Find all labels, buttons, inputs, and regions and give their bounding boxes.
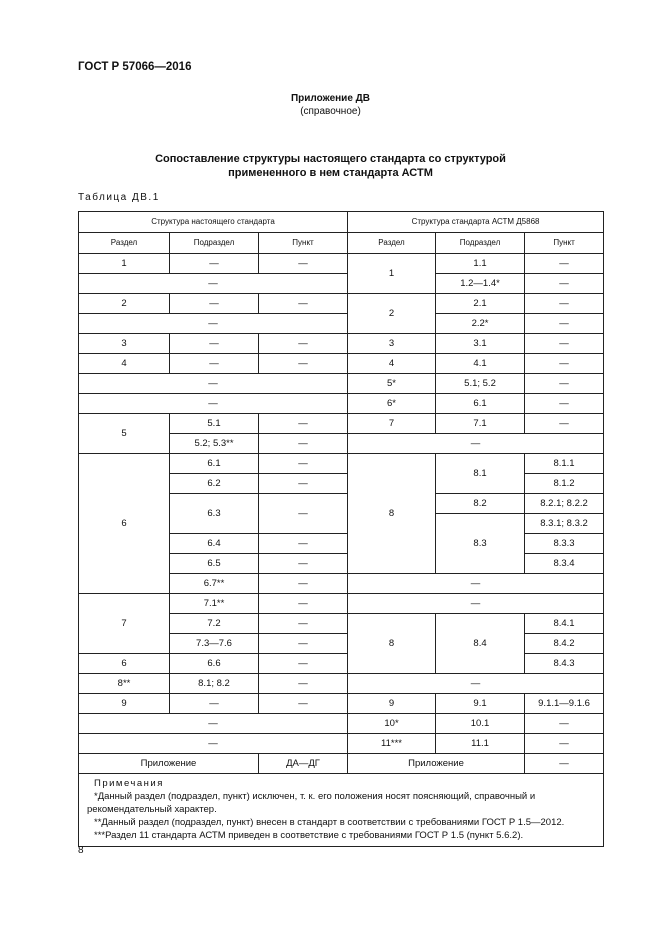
table-cell: — (525, 374, 604, 394)
table-cell: 5.1 (170, 414, 259, 434)
table-cell: 6.1 (436, 394, 525, 414)
table-cell: — (79, 394, 348, 414)
table-cell: 8.4.2 (525, 634, 604, 654)
title-line-2: примененного в нем стандарта АСТМ (228, 167, 433, 179)
col-header-section: Раздел (348, 233, 436, 254)
table-cell: 8.1.2 (525, 474, 604, 494)
table-cell: 5* (348, 374, 436, 394)
table-cell: — (259, 254, 348, 274)
table-row (79, 654, 604, 674)
table-cell: 7 (348, 414, 436, 434)
table-cell: 9.1.1—9.1.6 (525, 694, 604, 714)
table-cell: 1.1 (436, 254, 525, 274)
table-cell: — (259, 534, 348, 554)
table-row (79, 354, 604, 374)
table-cell: 11.1 (436, 734, 525, 754)
table-cell: 8.2.1; 8.2.2 (525, 494, 604, 514)
table-row (79, 274, 604, 294)
table-cell: ДА—ДГ (259, 754, 348, 774)
table-cell: 6.4 (170, 534, 259, 554)
table-cell: — (259, 414, 348, 434)
table-cell: — (170, 294, 259, 314)
table-cell: 8.1; 8.2 (170, 674, 259, 694)
col-header-subsection: Подраздел (170, 233, 259, 254)
table-cell: — (79, 374, 348, 394)
group-header-left: Структура настоящего стандарта (79, 212, 348, 233)
table-row (79, 294, 604, 314)
note-1: *Данный раздел (подраздел, пункт) исключен, т. к. его положения носят поясняющий, справочный и рекомендательный характер. (87, 791, 536, 815)
table-cell: — (79, 734, 348, 754)
table-cell: 8.3 (436, 514, 525, 574)
annex-title: Приложение ДВ (290, 93, 371, 104)
annex-subtitle: (справочное) (300, 106, 361, 117)
table-cell: 8 (348, 614, 436, 674)
table-cell: 6* (348, 394, 436, 414)
table-cell: 7.1** (170, 594, 259, 614)
col-header-section: Раздел (79, 233, 170, 254)
table-cell: — (259, 354, 348, 374)
table-notes-row (79, 774, 604, 847)
table-cell: — (259, 294, 348, 314)
document-header: ГОСТ Р 57066—2016 (78, 61, 192, 73)
note-3: ***Раздел 11 стандарта АСТМ приведен в соответствие с требованиями ГОСТ Р 1.5 (пункт 5.6.2). (94, 830, 524, 841)
table-column-header (79, 233, 604, 254)
table-cell: 7.1 (436, 414, 525, 434)
table-cell: — (348, 674, 604, 694)
table-cell: 5.2; 5.3** (170, 434, 259, 454)
table-cell: 6.6 (170, 654, 259, 674)
table-cell: 4 (348, 354, 436, 374)
table-cell: — (259, 634, 348, 654)
table-cell: — (259, 674, 348, 694)
table-cell: — (259, 574, 348, 594)
table-cell: 9 (348, 694, 436, 714)
table-cell: — (79, 314, 348, 334)
table-cell: — (525, 354, 604, 374)
table-row (79, 394, 604, 414)
table-cell: — (525, 254, 604, 274)
table-cell: 2.2* (436, 314, 525, 334)
table-cell: — (525, 754, 604, 774)
table-cell: 6 (79, 454, 170, 594)
table-cell: — (525, 414, 604, 434)
table-cell: — (170, 354, 259, 374)
table-cell: Приложение (79, 754, 259, 774)
table-cell: 6.3 (170, 494, 259, 534)
table-cell: 8.3.3 (525, 534, 604, 554)
title-line-1: Сопоставление структуры настоящего стандарта со структурой (155, 153, 506, 165)
table-cell: — (525, 394, 604, 414)
table-cell: — (348, 434, 604, 454)
table-cell: 5.1; 5.2 (436, 374, 525, 394)
comparison-table (78, 211, 604, 847)
table-row (79, 414, 604, 434)
table-cell: — (259, 454, 348, 474)
table-cell: 6 (79, 654, 170, 674)
table-cell: — (525, 274, 604, 294)
note-2: **Данный раздел (подраздел, пункт) внесен в стандарт в соответствии с требованиями ГОСТ Р 1.5—2012. (94, 817, 565, 828)
table-cell: — (79, 274, 348, 294)
table-cell: 7.2 (170, 614, 259, 634)
table-cell: 8.4 (436, 614, 525, 674)
table-cell: 8.3.4 (525, 554, 604, 574)
table-cell: — (259, 654, 348, 674)
table-cell: 3 (348, 334, 436, 354)
table-cell: — (259, 434, 348, 454)
table-row (79, 594, 604, 614)
table-cell: 8.4.1 (525, 614, 604, 634)
table-cell: 5 (79, 414, 170, 454)
table-row (79, 254, 604, 274)
table-row (79, 374, 604, 394)
table-cell: 7.3—7.6 (170, 634, 259, 654)
table-cell: — (348, 574, 604, 594)
table-cell: — (525, 714, 604, 734)
table-cell: 9.1 (436, 694, 525, 714)
table-cell: — (259, 554, 348, 574)
table-cell: 1 (348, 254, 436, 294)
table-cell: — (259, 614, 348, 634)
table-row (79, 754, 604, 774)
table-cell: — (259, 334, 348, 354)
table-cell: 6.2 (170, 474, 259, 494)
table-cell: 10.1 (436, 714, 525, 734)
document-title (0, 152, 661, 180)
table-cell: — (259, 474, 348, 494)
table-cell: — (525, 734, 604, 754)
table-caption: Таблица ДВ.1 (78, 192, 160, 203)
table-cell: — (348, 594, 604, 614)
table-cell: 3.1 (436, 334, 525, 354)
table-cell: 1.2—1.4* (436, 274, 525, 294)
table-cell: 4 (79, 354, 170, 374)
group-header-right: Структура стандарта АСТМ Д5868 (348, 212, 604, 233)
table-cell: 2 (79, 294, 170, 314)
table-cell: 4.1 (436, 354, 525, 374)
table-cell: 2.1 (436, 294, 525, 314)
table-cell: — (259, 694, 348, 714)
table-cell: 6.7** (170, 574, 259, 594)
table-row (79, 334, 604, 354)
table-notes (79, 774, 604, 847)
table-cell: — (79, 714, 348, 734)
table-cell: 8** (79, 674, 170, 694)
col-header-item: Пункт (525, 233, 604, 254)
table-cell: 11*** (348, 734, 436, 754)
table-cell: 2 (348, 294, 436, 334)
table-cell: 8.1 (436, 454, 525, 494)
table-cell: — (525, 334, 604, 354)
table-row (79, 454, 604, 474)
table-row (79, 674, 604, 694)
table-cell: 8.1.1 (525, 454, 604, 474)
table-cell: — (525, 294, 604, 314)
col-header-item: Пункт (259, 233, 348, 254)
col-header-subsection: Подраздел (436, 233, 525, 254)
table-row (79, 714, 604, 734)
table-cell: — (170, 334, 259, 354)
table-cell: — (170, 254, 259, 274)
table-cell: 8.3.1; 8.3.2 (525, 514, 604, 534)
table-cell: 8.4.3 (525, 654, 604, 674)
table-cell: — (170, 694, 259, 714)
table-cell: 8 (348, 454, 436, 574)
table-row (79, 694, 604, 714)
table-group-header (79, 212, 604, 233)
table-cell: Приложение (348, 754, 525, 774)
table-cell: 7 (79, 594, 170, 654)
table-cell: 1 (79, 254, 170, 274)
table-cell: 8.2 (436, 494, 525, 514)
table-cell: 10* (348, 714, 436, 734)
table-row (79, 734, 604, 754)
annex-heading (0, 92, 661, 118)
table-row (79, 314, 604, 334)
table-cell: 9 (79, 694, 170, 714)
page-number: 8 (78, 845, 84, 856)
table-cell: — (525, 314, 604, 334)
table-cell: — (259, 594, 348, 614)
table-cell: 3 (79, 334, 170, 354)
table-cell: — (259, 494, 348, 534)
notes-title: Примечания (94, 778, 164, 789)
table-cell: 6.5 (170, 554, 259, 574)
table-cell: 6.1 (170, 454, 259, 474)
